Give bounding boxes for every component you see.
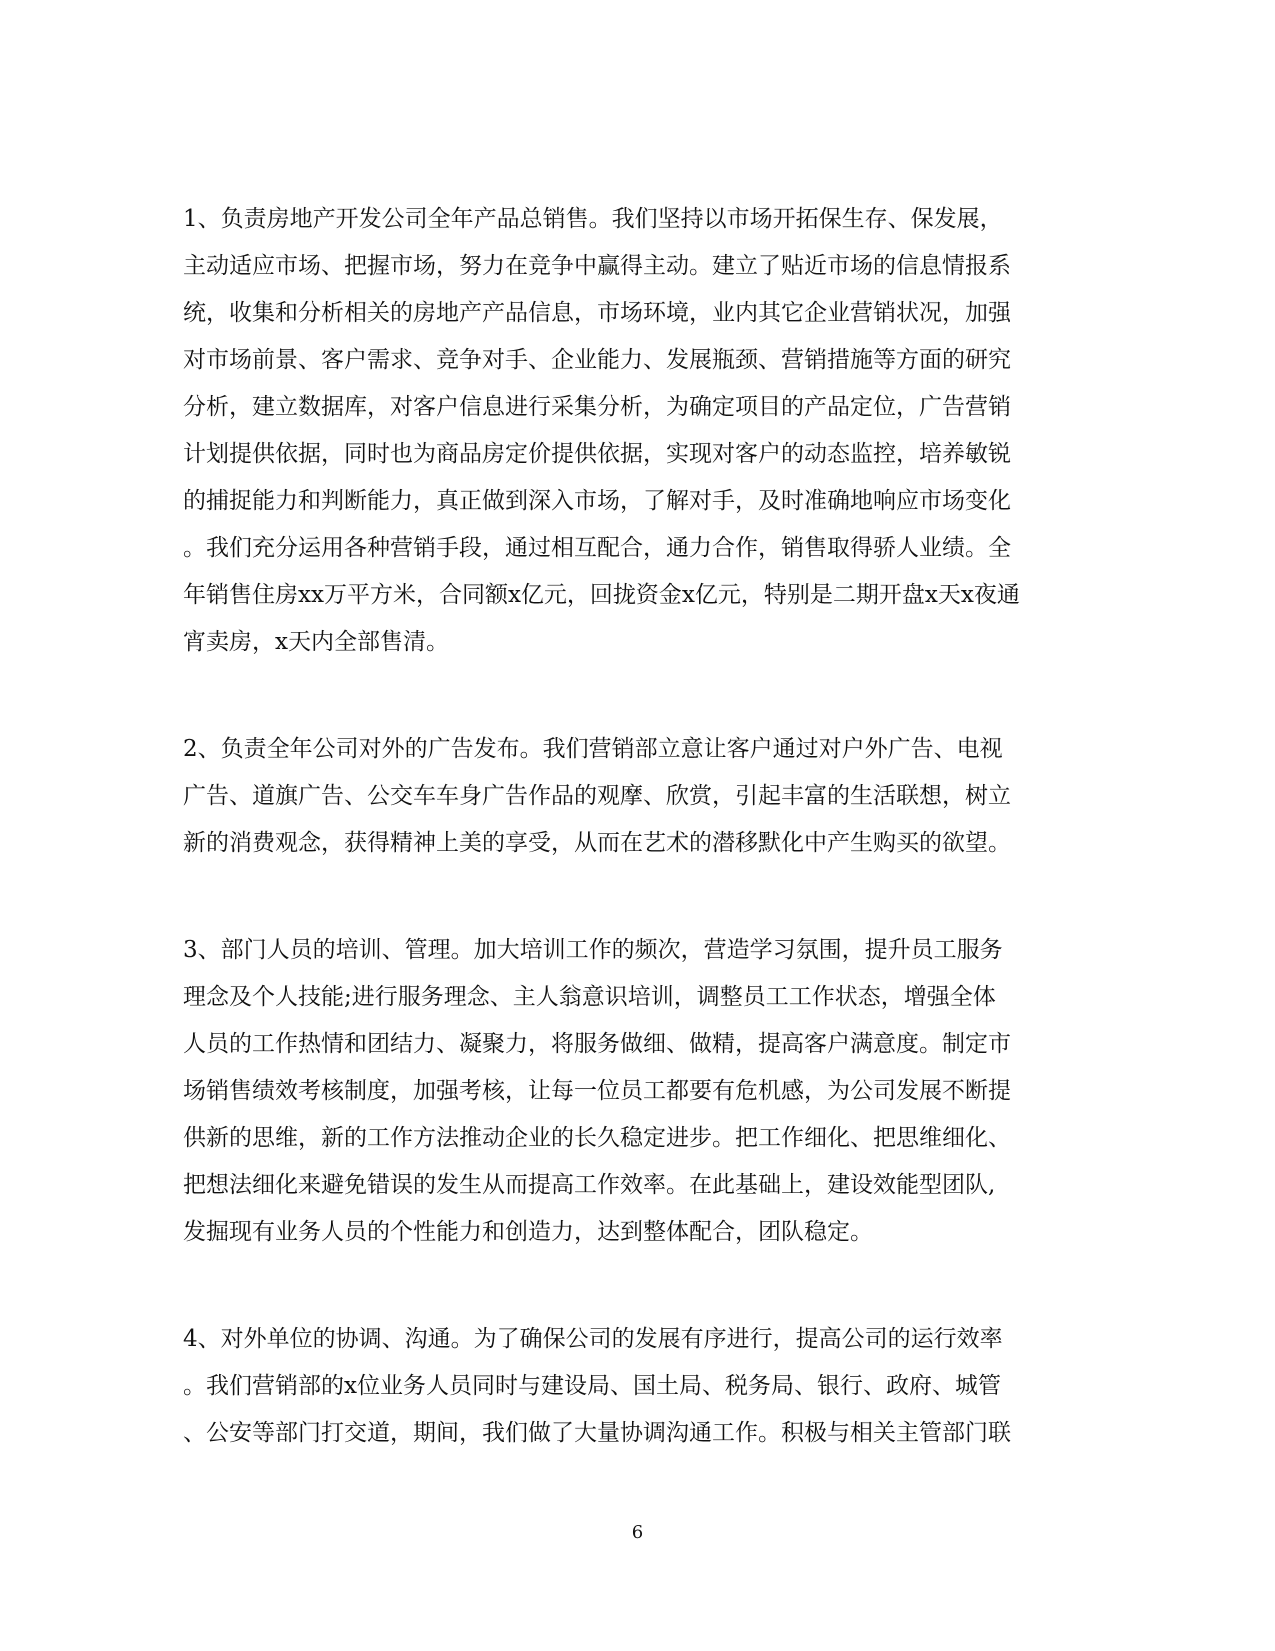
paragraph-training <box>183 927 1088 1256</box>
text-line: 新的消费观念，获得精神上美的享受，从而在艺术的潜移默化中产生购买的欲望。 <box>183 830 1011 856</box>
text-line: 对市场前景、客户需求、竞争对手、企业能力、发展瓶颈、营销措施等方面的研究 <box>183 347 1011 373</box>
document-body <box>183 196 1088 1517</box>
text-line: 广告、道旗广告、公交车车身广告作品的观摩、欣赏，引起丰富的生活联想，树立 <box>183 783 1011 809</box>
text-line: 1、负责房地产开发公司全年产品总销售。我们坚持以市场开拓保生存、保发展， <box>183 206 1003 232</box>
paragraph-advertising <box>183 726 1088 867</box>
text-line: 年销售住房xx万平方米，合同额x亿元，回拢资金x亿元，特别是二期开盘x天x夜通 <box>183 582 1020 608</box>
text-line: 3、部门人员的培训、管理。加大培训工作的频次，营造学习氛围，提升员工服务 <box>183 937 1003 963</box>
text-line: 、公安等部门打交道，期间，我们做了大量协调沟通工作。积极与相关主管部门联 <box>183 1420 1011 1446</box>
text-line: 统，收集和分析相关的房地产产品信息，市场环境，业内其它企业营销状况，加强 <box>183 300 1011 326</box>
text-line: 宵卖房，x天内全部售清。 <box>183 629 449 655</box>
text-line: 4、对外单位的协调、沟通。为了确保公司的发展有序进行，提高公司的运行效率 <box>183 1326 1003 1352</box>
text-line: 场销售绩效考核制度，加强考核，让每一位员工都要有危机感，为公司发展不断提 <box>183 1078 1011 1104</box>
text-line: 2、负责全年公司对外的广告发布。我们营销部立意让客户通过对户外广告、电视 <box>183 736 1003 762</box>
text-line: 把想法细化来避免错误的发生从而提高工作效率。在此基础上，建设效能型团队, <box>183 1172 996 1198</box>
text-line: 分析，建立数据库，对客户信息进行采集分析，为确定项目的产品定位，广告营销 <box>183 394 1011 420</box>
text-line: 计划提供依据，同时也为商品房定价提供依据，实现对客户的动态监控，培养敏锐 <box>183 441 1011 467</box>
page-number: 6 <box>631 1522 644 1543</box>
text-line: 人员的工作热情和团结力、凝聚力，将服务做细、做精，提高客户满意度。制定市 <box>183 1031 1011 1057</box>
text-line: 主动适应市场、把握市场，努力在竞争中赢得主动。建立了贴近市场的信息情报系 <box>183 253 1011 279</box>
text-line: 。我们充分运用各种营销手段，通过相互配合，通力合作，销售取得骄人业绩。全 <box>183 535 1011 561</box>
paragraph-sales <box>183 196 1088 666</box>
text-line: 供新的思维，新的工作方法推动企业的长久稳定进步。把工作细化、把思维细化、 <box>183 1125 1011 1151</box>
paragraph-coordination <box>183 1316 1088 1457</box>
text-line: 发掘现有业务人员的个性能力和创造力，达到整体配合，团队稳定。 <box>183 1219 873 1245</box>
text-line: 的捕捉能力和判断能力，真正做到深入市场，了解对手，及时准确地响应市场变化 <box>183 488 1011 514</box>
text-line: 理念及个人技能;进行服务理念、主人翁意识培训，调整员工工作状态，增强全体 <box>183 984 996 1010</box>
text-line: 。我们营销部的x位业务人员同时与建设局、国土局、税务局、银行、政府、城管 <box>183 1373 1001 1399</box>
